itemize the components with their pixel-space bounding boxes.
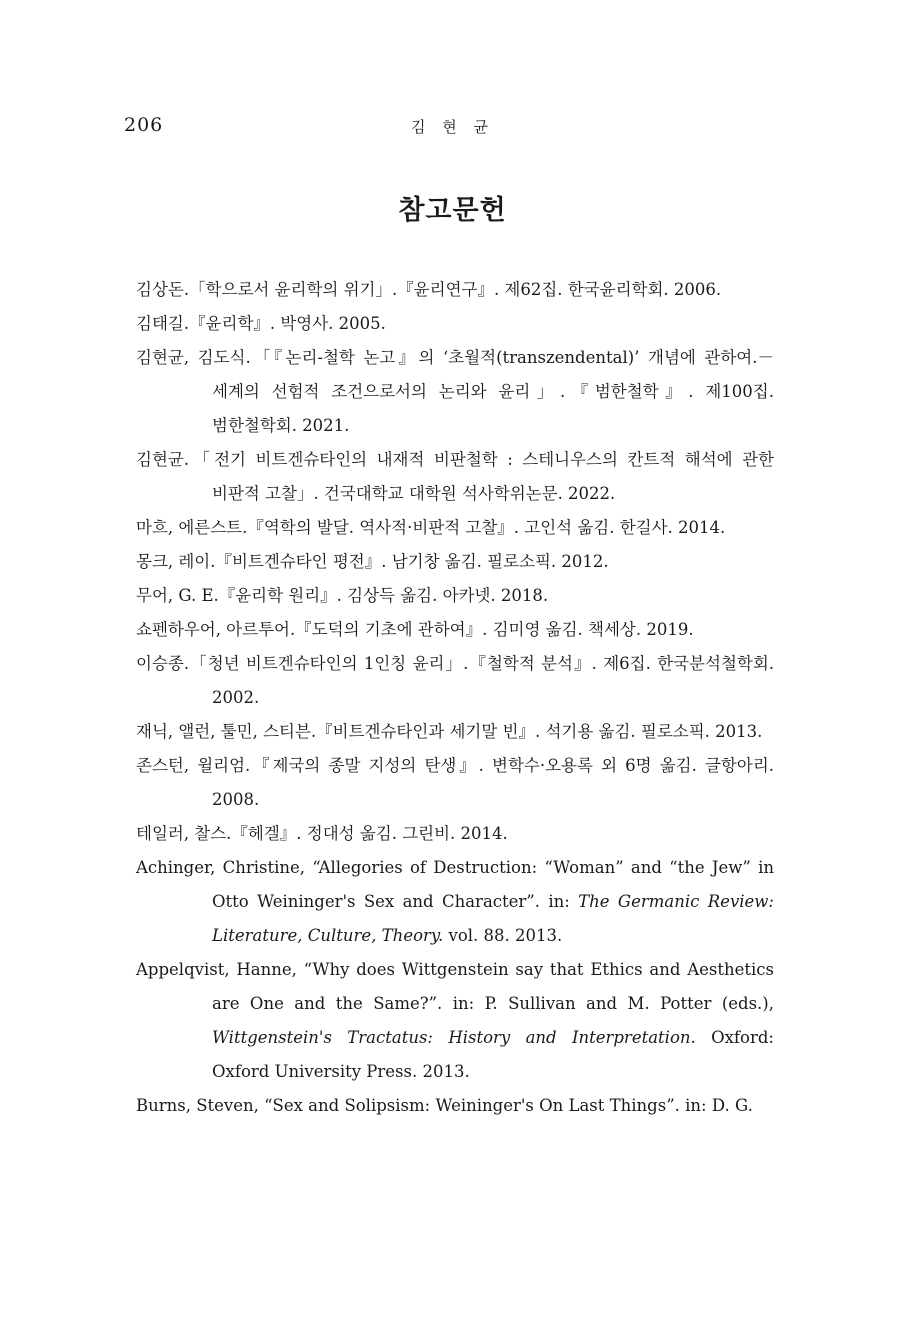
running-head-author: 김 현 균 (410, 118, 494, 136)
reference-text: vol. 88. 2013. (443, 926, 563, 945)
reference-text: 테일러, 찰스.『헤겔』. 정대성 옮김. 그린비. 2014. (136, 824, 508, 843)
reference-text: 존스턴, 윌리엄.『제국의 종말 지성의 탄생』. 변학수·오용록 외 6명 옮김. 글항아리. 2008. (136, 756, 774, 809)
reference-text: 김현균.「전기 비트겐슈타인의 내재적 비판철학 : 스테니우스의 칸트적 해석에 관한 비판적 고찰」. 건국대학교 대학원 석사학위논문. 2022. (136, 450, 774, 503)
reference-entry (136, 273, 774, 307)
reference-text: 이승종.「청년 비트겐슈타인의 1인칭 윤리」.『철학적 분석』. 제6집. 한국분석철학회. 2002. (136, 654, 774, 707)
reference-list (136, 273, 774, 1123)
reference-text: Appelqvist, Hanne, “Why does Wittgenstein say that Ethics and Aesthetics are One and the Same?”. in: P. Sullivan and M. Potter (eds.), (136, 960, 774, 1013)
reference-text: 김태길.『윤리학』. 박영사. 2005. (136, 314, 386, 333)
reference-text: 마흐, 에른스트.『역학의 발달. 역사적·비판적 고찰』. 고인석 옮김. 한길사. 2014. (136, 518, 726, 537)
reference-entry (136, 715, 774, 749)
reference-entry (136, 341, 774, 443)
reference-entry (136, 817, 774, 851)
reference-italic-title: Wittgenstein's Tractatus: History and Interpretation. (212, 1028, 696, 1047)
reference-text: Achinger, Christine, “Allegories of Destruction: “Woman” and “the Jew” in Otto Weininger's Sex and Character”. in: (136, 858, 774, 911)
reference-entry (136, 579, 774, 613)
reference-entry (136, 1089, 774, 1123)
reference-entry (136, 307, 774, 341)
reference-entry (136, 851, 774, 953)
page-number: 206 (124, 114, 164, 136)
section-title: 참고문헌 (398, 195, 507, 226)
reference-entry (136, 443, 774, 511)
reference-entry (136, 613, 774, 647)
reference-text: 재닉, 앨런, 툴민, 스티븐.『비트겐슈타인과 세기말 빈』. 석기용 옮김. 필로소픽. 2013. (136, 722, 763, 741)
reference-text: 몽크, 레이.『비트겐슈타인 평전』. 남기창 옮김. 필로소픽. 2012. (136, 552, 609, 571)
reference-text: 김상돈.「학으로서 윤리학의 위기」.『윤리연구』. 제62집. 한국윤리학회. 2006. (136, 280, 722, 299)
reference-entry (136, 953, 774, 1089)
reference-text: Oxford: Oxford University Press. 2013. (212, 1028, 774, 1081)
reference-entry (136, 545, 774, 579)
reference-text: 무어, G. E.『윤리학 원리』. 김상득 옮김. 아카넷. 2018. (136, 586, 549, 605)
reference-text: 쇼펜하우어, 아르투어.『도덕의 기초에 관하여』. 김미영 옮김. 책세상. 2019. (136, 620, 694, 639)
reference-entry (136, 647, 774, 715)
reference-text: 김현균, 김도식.「『논리-철학 논고』의 ‘초월적(transzendental)’ 개념에 관하여.－세계의 선험적 조건으로서의 논리와 윤리」.『범한철학』. 제100집. 범한철학회. 2021. (136, 348, 774, 435)
reference-entry (136, 749, 774, 817)
reference-text: Burns, Steven, “Sex and Solipsism: Weininger's On Last Things”. in: D. G. (136, 1096, 753, 1115)
page-header (0, 114, 905, 138)
reference-italic-title: The Germanic Review: Literature, Culture, Theory. (212, 892, 774, 945)
reference-entry (136, 511, 774, 545)
